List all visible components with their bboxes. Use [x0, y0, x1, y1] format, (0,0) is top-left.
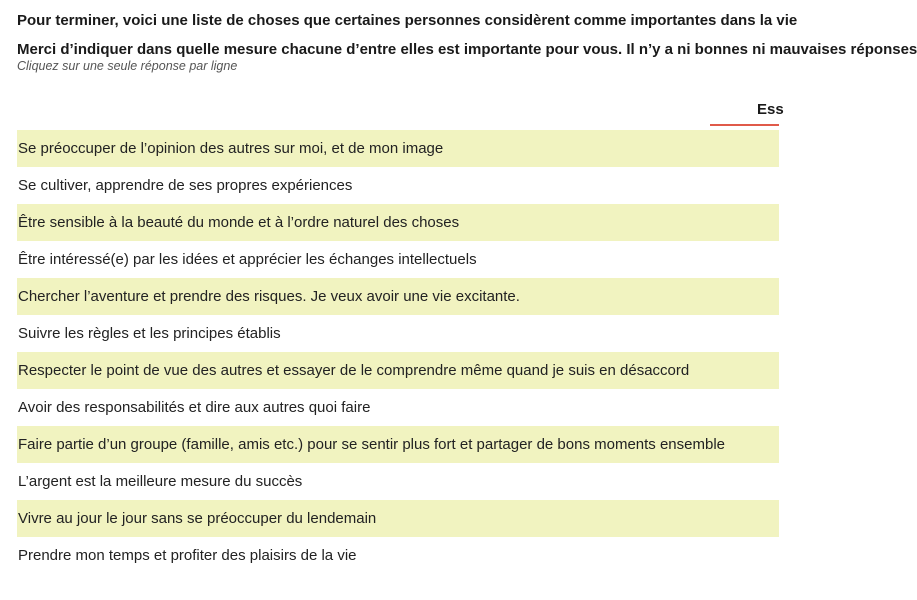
- answer-instruction: Cliquez sur une seule réponse par ligne: [17, 59, 238, 73]
- statement-label: Prendre mon temps et profiter des plaisirs de la vie: [18, 547, 357, 564]
- grid-header: [17, 74, 784, 130]
- question-intro: Pour terminer, voici une liste de choses que certaines personnes considèrent comme importantes dans la vie: [17, 12, 798, 29]
- question-prompt: Merci d’indiquer dans quelle mesure chacune d’entre elles est importante pour vous. Il n’y a ni bonnes ni mauvaises réponses: [17, 41, 917, 58]
- statement-row: [17, 426, 779, 463]
- statement-row: [17, 278, 779, 315]
- statement-label: Être intéressé(e) par les idées et apprécier les échanges intellectuels: [18, 251, 477, 268]
- statement-label: Respecter le point de vue des autres et essayer de le comprendre même quand je suis en désaccord: [18, 362, 690, 379]
- statement-label: Vivre au jour le jour sans se préoccuper du lendemain: [18, 510, 377, 527]
- statement-label: Chercher l’aventure et prendre des risques. Je veux avoir une vie excitante.: [18, 288, 520, 305]
- statement-row: [17, 389, 779, 426]
- statement-grid: [17, 130, 779, 574]
- statement-label: Suivre les règles et les principes établis: [18, 325, 281, 342]
- column-header: Ess: [757, 101, 784, 118]
- statement-row: [17, 204, 779, 241]
- statement-row: [17, 315, 779, 352]
- statement-row: [17, 241, 779, 278]
- statement-row: [17, 500, 779, 537]
- survey-question: [17, 12, 917, 574]
- statement-label: Faire partie d’un groupe (famille, amis etc.) pour se sentir plus fort et partager de bons moments ensemble: [18, 436, 726, 453]
- column-header-underline: [710, 124, 779, 126]
- statement-label: Être sensible à la beauté du monde et à l’ordre naturel des choses: [18, 214, 460, 231]
- statement-label: L’argent est la meilleure mesure du succès: [18, 473, 303, 490]
- statement-row: [17, 352, 779, 389]
- statement-label: Avoir des responsabilités et dire aux autres quoi faire: [18, 399, 371, 416]
- statement-label: Se cultiver, apprendre de ses propres expériences: [18, 177, 353, 194]
- statement-row: [17, 130, 779, 167]
- statement-row: [17, 463, 779, 500]
- statement-row: [17, 167, 779, 204]
- statement-label: Se préoccuper de l’opinion des autres sur moi, et de mon image: [18, 140, 444, 157]
- statement-row: [17, 537, 779, 574]
